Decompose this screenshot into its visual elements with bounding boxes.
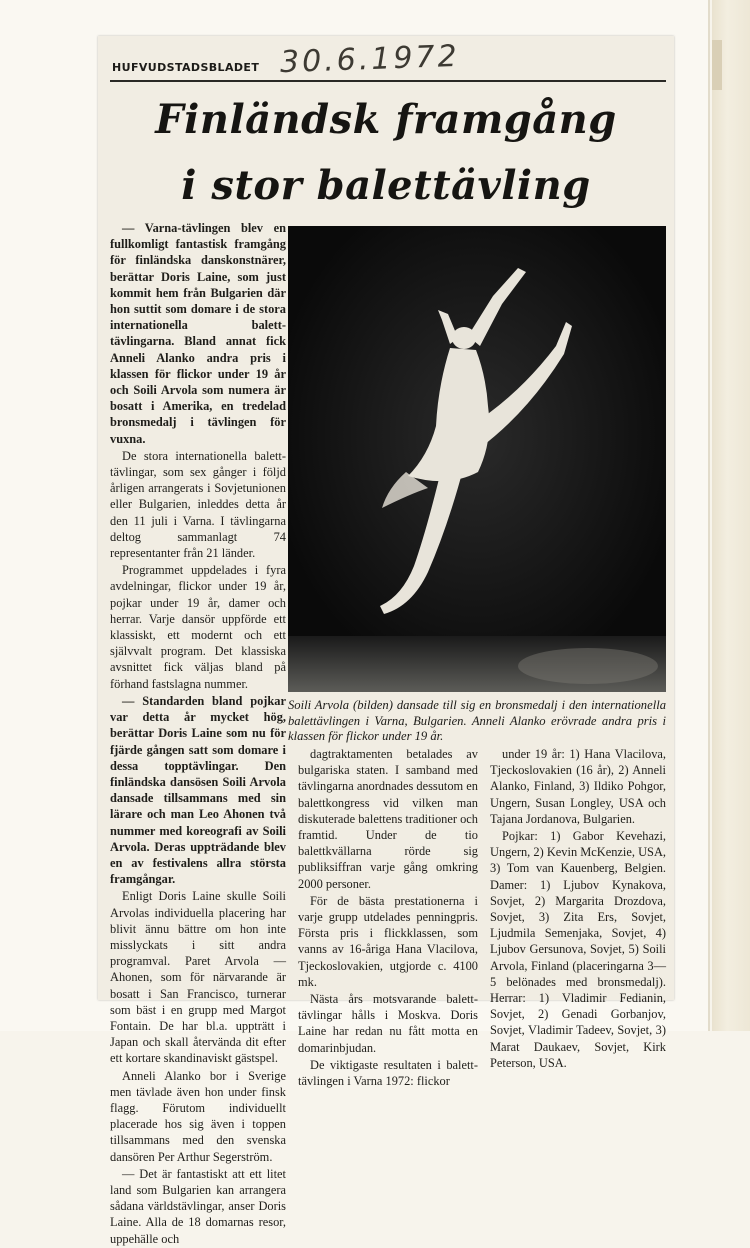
article-paragraph: De viktigaste resultaten i balett-tävlingen i Varna 1972: flickor (298, 1057, 478, 1089)
article-paragraph: dagtraktamenten betalades av bulgariska staten. I samband med tävlingarna anordnades dessutom en balettkongress vid vilken man diskuterade balettens traditioner och framtid. Under de tio balettkvällarna rörde sig publiksiffran varje gång omkring 2000 personer. (298, 747, 478, 891)
article-column-2 (298, 746, 478, 1090)
ballet-dancer-leap-icon (288, 226, 666, 692)
masthead-rule (110, 80, 666, 82)
article-paragraph: under 19 år: 1) Hana Vlacilova, Tjeckoslovakien (16 år), 2) Anneli Alanko, Finland, 3) Ildiko Pohgor, Ungern, Susan Longley, USA och Tajana Jordanova, Bulgarien. (490, 747, 666, 826)
article-paragraph: — Varna-tävlingen blev en fullkomligt fantastisk framgång för finländska danskonstnärer, berättar Doris Laine, som just kommit hem från Bulgarien där hon suttit som domare i de stora internationella balett-tävlingarna. Bland annat fick Anneli Alanko andra pris i klassen för flickor under 19 år och Soili Arvola som numera är bosatt i Amerika, en tredelad bronsmedalj i tävlingen för vuxna. (110, 221, 286, 446)
article-paragraph: För de bästa prestationerna i varje grupp utdelades penningpris. Första pris i flickklassen, som vanns av 16-åriga Hana Vlacilova, Tjeckoslovakien, utgjorde c. 4100 mk. (298, 893, 478, 989)
article-paragraph: — Standarden bland pojkar var detta år mycket hög, berättar Doris Laine som nu för fjärde gången satt som domare i dessa topptävlingar. Den finländska dansösen Soili Arvola dansade tillsammans med sin lärare och man Leo Ahonen två nummer med koreografi av Soili Arvola. Deras uppträdande blev en av festivalens allra största framgångar. (110, 693, 286, 887)
article-paragraph: — Det är fantastiskt att ett litet land som Bulgarien kan arrangera sådana världstävlingar, anser Doris Laine. Alla de 18 domarnas resor, uppehälle och (110, 1166, 286, 1246)
article-column-1 (110, 220, 286, 1248)
headline-line-1: Finländsk framgång (155, 96, 617, 143)
headline-line-2: i stor balettävling (181, 162, 591, 209)
masthead: HUFVUDSTADSBLADET (112, 61, 260, 74)
handwritten-date: 30.6.1972 (279, 38, 461, 81)
article-column-3 (490, 746, 666, 1072)
article-paragraph: Pojkar: 1) Gabor Kevehazi, Ungern, 2) Kevin McKenzie, USA, 3) Tom van Kauenberg, Belgien. Damer: 1) Ljubov Kynakova, Sovjet, 2) Margarita Drozdova, Sovjet, 3) Zita Ers, Sovjet, Ljudmila Semenjaka, Sovjet, 4) Ljubov Gersunova, Sovjet, 5) Soili Arvola, Finland (placeringarna 3—5 belönades med bronsmedalj). Herrar: 1) Vladimir Fedianin, Sovjet, 2) Genadi Gorbanjov, Sovjet, Vladimir Tadeev, Sovjet, 3) Marat Daukaev, Sovjet, Kirk Peterson, USA. (490, 829, 666, 1070)
ballet-photo (288, 226, 666, 692)
binder-edge (712, 0, 750, 1031)
page-tab (712, 40, 722, 90)
newspaper-clipping (98, 36, 674, 1246)
article-paragraph: De stora internationella balett-tävlingar, som sex gånger i följd årligen arrangerats i Sovjetunionen eller Bulgarien, inleddes detta år den 11 juli i Varna. I tävlingarna deltog sammanlagt 74 representanter från 21 länder. (110, 448, 286, 561)
article-paragraph: Enligt Doris Laine skulle Soili Arvolas individuella placering har blivit ännu bättre om hon inte misslyckats i sitt andra programval. Paret Arvola — Ahonen, som för närvarande är bosatt i San Francisco, turnerar som bäst i en grupp med Margot Fontain. De har bl.a. uppträtt i Japan och skall återvända dit efter ett kortare skandinaviskt gästspel. (110, 889, 286, 1066)
photo-caption: Soili Arvola (bilden) dansade till sig en bronsmedalj i den internationella balettävlingen i Varna, Bulgarien. Anneli Alanko erövrade andra pris i klassen för flickor under 19 år. (288, 698, 666, 743)
article-paragraph: Nästa års motsvarande balett-tävlingar hålls i Moskva. Doris Laine har redan nu fått motta en domarinbjudan. (298, 992, 478, 1055)
article-paragraph: Anneli Alanko bor i Sverige men tävlade även hon under finsk flagg. Förutom individuellt placerade hos sig även i toppen tillsammans med den svenska dansören Per Arthur Segerström. (110, 1068, 286, 1164)
article-paragraph: Programmet uppdelades i fyra avdelningar, flickor under 19 år, pojkar under 19 år, damer och herrar. Varje dansör uppförde ett klassiskt, ett modernt och ett självvalt program. Det klassiska avsnittet fick väljas bland på förhand fastslagna nummer. (110, 563, 286, 691)
